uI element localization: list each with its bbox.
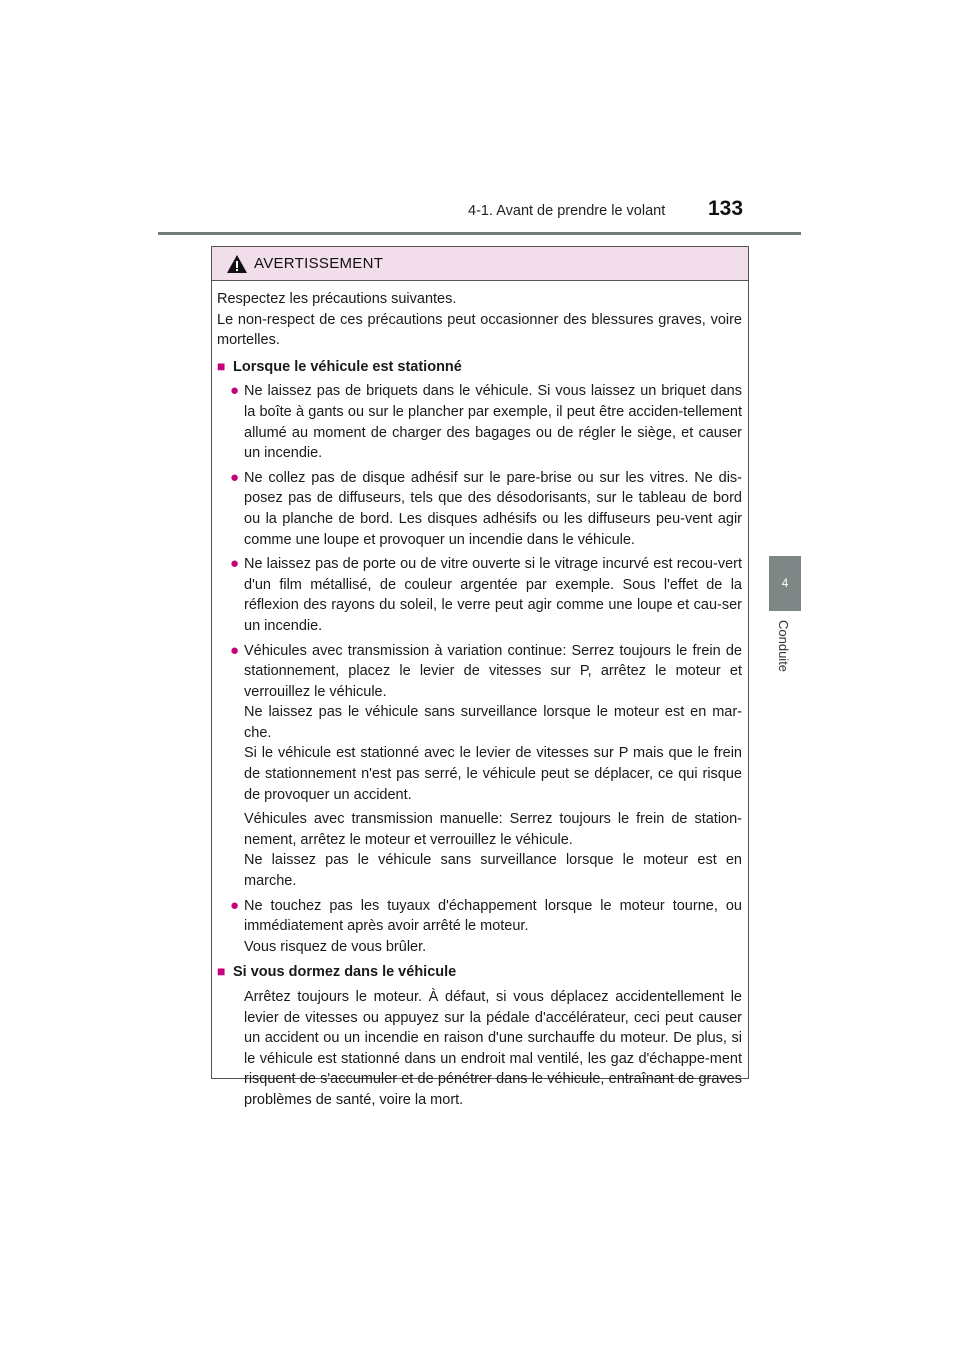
bullet-dot-icon: ● xyxy=(229,555,239,573)
bullet-dot-icon: ● xyxy=(229,641,239,659)
list-item xyxy=(217,641,742,892)
section-heading-text: Si vous dormez dans le véhicule xyxy=(233,964,457,981)
bullet-dot-icon: ● xyxy=(229,382,239,400)
page-number: 133 xyxy=(708,197,744,220)
bullet-text: Ne touchez pas les tuyaux d'échappement lorsque le moteur tourne, ou immédiatement après avoir arrêté le moteur. xyxy=(244,897,742,935)
warning-title: AVERTISSEMENT xyxy=(254,255,384,272)
section-title: 4-1. Avant de prendre le volant xyxy=(468,203,666,219)
square-bullet-icon: ■ xyxy=(217,963,226,980)
list-item xyxy=(217,554,742,636)
chapter-number: 4 xyxy=(781,576,789,590)
bullet-text: Vous risquez de vous brûler. xyxy=(244,938,427,955)
section-heading-parked xyxy=(217,356,742,378)
bullet-text: Ne laissez pas de porte ou de vitre ouverte si le vitrage incurvé est recou-vert d'un film métallisé, de couleur argentée par exemple. Sous l'effet de la réflexion des rayons du soleil, le verre peut agir comme une loupe et cau-ser un incendie. xyxy=(244,556,742,634)
list-item xyxy=(217,381,742,463)
warning-triangle-icon xyxy=(226,254,248,274)
bullet-text: Ne laissez pas le véhicule sans surveillance lorsque le moteur est en marche. xyxy=(244,852,742,890)
chapter-label: Conduite xyxy=(776,620,791,673)
section-heading-text: Lorsque le véhicule est stationné xyxy=(233,358,462,375)
intro-consequence: Le non-respect de ces précautions peut occasionner des blessures graves, voire mortelles. xyxy=(217,311,742,349)
bullet-dot-icon: ● xyxy=(229,468,239,486)
bullet-text: Ne laissez pas le véhicule sans surveillance lorsque le moteur est en mar-che. xyxy=(244,704,742,741)
list-item xyxy=(217,468,742,550)
bullet-text: Si le véhicule est stationné avec le levier de vitesses sur P mais que le frein de stationnement n'est pas serré, le véhicule peut se déplacer, ce qui risque de provoquer un accident. xyxy=(244,745,742,803)
warning-body xyxy=(212,281,748,1111)
warning-header xyxy=(212,247,748,281)
bullet-text: Véhicules avec transmission manuelle: Serrez toujours le frein de station-nement, arrêtez le moteur et verrouillez le véhicule. xyxy=(244,811,742,848)
header-divider xyxy=(158,232,801,235)
bullet-text: Ne collez pas de disque adhésif sur le pare-brise ou sur les vitres. Ne dis-posez pas de diffuseurs, tels que des désodorisants, sur le tableau de bord ou la planche de bord. Les disques adhésifs ou les diffuseurs peu-vent agir comme une loupe et provoquer un incendie dans le véhicule. xyxy=(244,469,742,548)
section-paragraph: Arrêtez toujours le moteur. À défaut, si vous déplacez accidentellement le levier de vitesses ou appuyez sur la pédale d'accélérateur, ceci peut causer un accident ou un incendie en raison d'une surchauffe du moteur. De plus, si le véhicule est stationné dans un endroit mal ventilé, les gaz d'échappe-ment risquent de s'accumuler et de pénétrer dans le véhicule, entraînant de graves problèmes de santé, voire la mort. xyxy=(244,989,742,1108)
chapter-tab xyxy=(769,241,801,556)
bullet-text: Ne laissez pas de briquets dans le véhicule. Si vous laissez un briquet dans la boîte à gants ou sur le plancher par exemple, il peut être acciden-tellement allumé au moment de charger des bagages ou de régler le siège, et causer un incendie. xyxy=(244,383,742,462)
list-item xyxy=(217,896,742,958)
section-heading-sleeping xyxy=(217,961,742,983)
intro-line: Respectez les précautions suivantes. xyxy=(217,291,457,307)
square-bullet-icon: ■ xyxy=(217,357,226,374)
bullet-text: Véhicules avec transmission à variation continue: Serrez toujours le frein de stationnement, placez le levier de vitesses sur P, arrêtez le moteur et verrouillez le véhicule. xyxy=(244,642,742,700)
warning-box xyxy=(211,246,749,1108)
bullet-dot-icon: ● xyxy=(229,896,239,914)
